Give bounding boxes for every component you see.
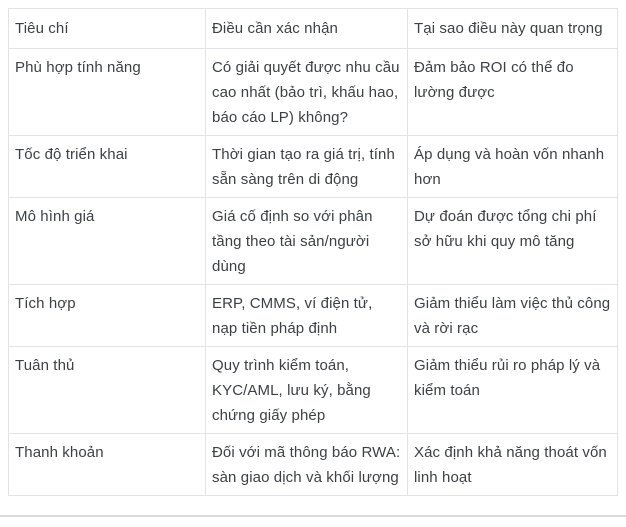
comparison-table bbox=[8, 8, 618, 496]
table-row bbox=[9, 347, 618, 434]
why-cell: Đảm bảo ROI có thể đo lường được bbox=[408, 49, 618, 136]
table-row bbox=[9, 434, 618, 496]
confirm-cell: Giá cố định so với phân tầng theo tài sản/người dùng bbox=[206, 198, 408, 285]
table-row bbox=[9, 198, 618, 285]
column-header-criteria: Tiêu chí bbox=[9, 9, 206, 49]
table-row bbox=[9, 285, 618, 347]
bottom-divider bbox=[0, 515, 626, 517]
confirm-cell: Quy trình kiểm toán, KYC/AML, lưu ký, bằng chứng giấy phép bbox=[206, 347, 408, 434]
criterion-cell: Mô hình giá bbox=[9, 198, 206, 285]
vendor-comparison-section bbox=[8, 8, 618, 496]
confirm-cell: Thời gian tạo ra giá trị, tính sẵn sàng trên di động bbox=[206, 136, 408, 198]
why-cell: Giảm thiểu rủi ro pháp lý và kiểm toán bbox=[408, 347, 618, 434]
column-header-importance: Tại sao điều này quan trọng bbox=[408, 9, 618, 49]
why-cell: Giảm thiểu làm việc thủ công và rời rạc bbox=[408, 285, 618, 347]
confirm-cell: Đối với mã thông báo RWA: sàn giao dịch và khối lượng bbox=[206, 434, 408, 496]
criterion-cell: Tốc độ triển khai bbox=[9, 136, 206, 198]
why-cell: Xác định khả năng thoát vốn linh hoạt bbox=[408, 434, 618, 496]
header-row bbox=[9, 9, 618, 49]
why-cell: Dự đoán được tổng chi phí sở hữu khi quy mô tăng bbox=[408, 198, 618, 285]
table-row bbox=[9, 49, 618, 136]
criterion-cell: Phù hợp tính năng bbox=[9, 49, 206, 136]
criterion-cell: Tích hợp bbox=[9, 285, 206, 347]
criterion-cell: Tuân thủ bbox=[9, 347, 206, 434]
why-cell: Áp dụng và hoàn vốn nhanh hơn bbox=[408, 136, 618, 198]
column-header-confirm: Điều cần xác nhận bbox=[206, 9, 408, 49]
criterion-cell: Thanh khoản bbox=[9, 434, 206, 496]
table-row bbox=[9, 136, 618, 198]
confirm-cell: ERP, CMMS, ví điện tử, nạp tiền pháp định bbox=[206, 285, 408, 347]
confirm-cell: Có giải quyết được nhu cầu cao nhất (bảo trì, khấu hao, báo cáo LP) không? bbox=[206, 49, 408, 136]
